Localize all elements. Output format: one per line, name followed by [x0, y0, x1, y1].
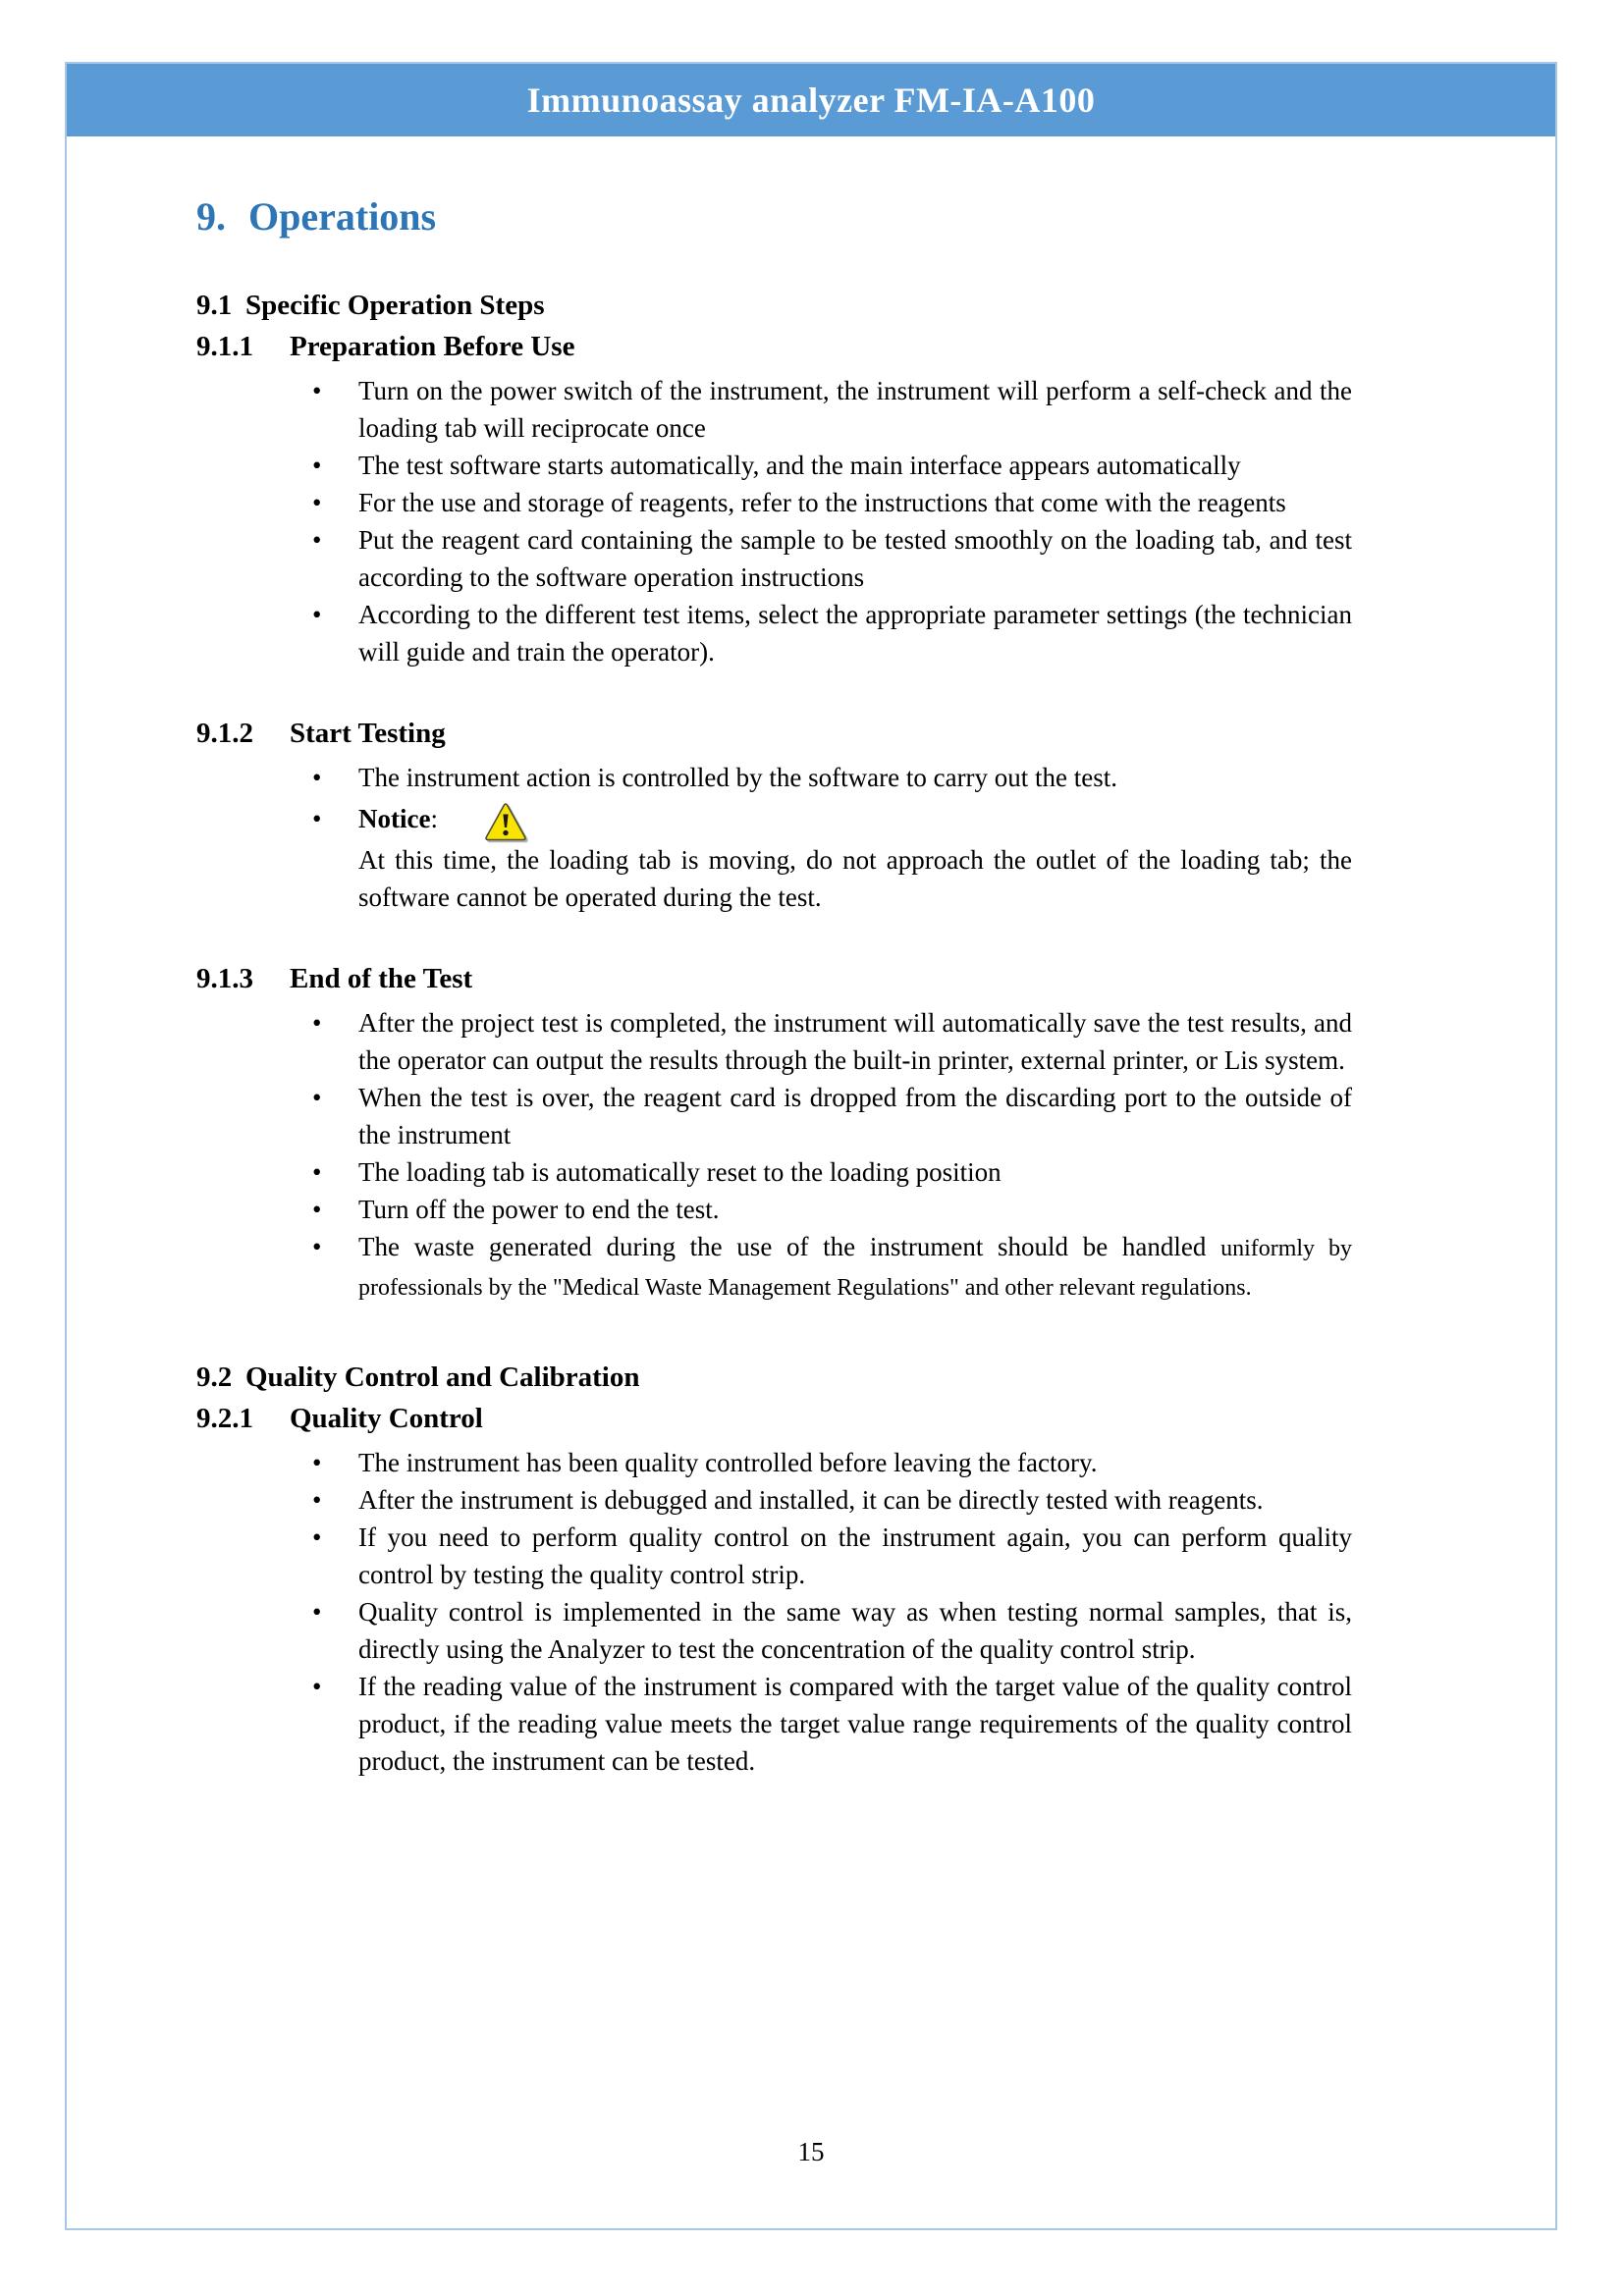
bullet-text	[358, 1153, 1352, 1191]
bullet-text	[358, 1593, 1352, 1668]
bullet-text	[358, 484, 1352, 521]
list-item	[358, 1153, 1352, 1191]
document-body	[196, 286, 1352, 1780]
document-title: Immunoassay analyzer FM-IA-A100	[526, 80, 1096, 120]
subsection-heading	[196, 1358, 1352, 1397]
bullet-text	[358, 841, 1352, 916]
heading-number: 9.2.1	[196, 1403, 253, 1434]
heading-title: Preparation Before Use	[290, 331, 575, 362]
bullet-text-main: According to the different test items, select the appropriate parameter settings (the technician will guide and train the operator).	[358, 600, 1352, 667]
document-content	[67, 193, 1555, 1780]
heading-title: Quality Control	[290, 1403, 483, 1434]
list-item	[358, 1481, 1352, 1519]
list-item	[358, 596, 1352, 670]
bullet-text-main: If the reading value of the instrument is compared with the target value of the quality control product, if the reading value meets the target value range requirements of the quality control product, the instrument can be tested.	[358, 1672, 1352, 1776]
list-item	[358, 1519, 1352, 1593]
bullet-text-main: The loading tab is automatically reset to the loading position	[358, 1157, 1001, 1187]
heading-number: 9.1.2	[196, 718, 253, 749]
bullet-text	[358, 1191, 1352, 1228]
subsection-heading	[196, 714, 1352, 753]
bullet-list	[196, 372, 1352, 670]
bullet-text	[358, 1519, 1352, 1593]
bullet-text-main: Put the reagent card containing the sample to be tested smoothly on the loading tab, and test according to the software operation instructions	[358, 525, 1352, 592]
bullet-text-main: The test software starts automatically, and the main interface appears automatically	[358, 451, 1241, 480]
list-item	[358, 1668, 1352, 1780]
page-number: 15	[797, 2137, 825, 2166]
heading-title: Quality Control and Calibration	[245, 1362, 640, 1393]
subsection-heading	[196, 1399, 1352, 1438]
bullet-text	[358, 1228, 1352, 1307]
list-item	[358, 484, 1352, 521]
notice-colon: :	[430, 804, 438, 833]
bullet-text-main: Quality control is implemented in the same way as when testing normal samples, that is, directly using the Analyzer to test the concentration of the quality control strip.	[358, 1597, 1352, 1664]
bullet-text-main: After the instrument is debugged and installed, it can be directly tested with reagents.	[358, 1485, 1264, 1515]
bullet-text-small: uniformly by professionals by the "Medical Waste Management Regulations" and other relevant regulations.	[358, 1236, 1352, 1301]
notice-label: • Notice	[358, 804, 431, 833]
heading-title: End of the Test	[290, 963, 473, 994]
heading-title: Start Testing	[290, 718, 446, 749]
bullet-text	[358, 1481, 1352, 1519]
bullet-text-main: At this time, the loading tab is moving, do not approach the outlet of the loading tab; the software cannot be operated during the test.	[358, 845, 1352, 912]
list-item	[358, 759, 1352, 796]
bullet-text-main: Turn off the power to end the test.	[358, 1195, 720, 1224]
heading-number: 9.1	[196, 290, 233, 321]
list-item	[358, 1191, 1352, 1228]
notice-row	[358, 796, 1352, 841]
bullet-text-main: If you need to perform quality control on the instrument again, you can perform quality control by testing the quality control strip.	[358, 1522, 1352, 1589]
bullet-text-main: For the use and storage of reagents, refer to the instructions that come with the reagents	[358, 488, 1286, 517]
bullet-text-main: Turn on the power switch of the instrument, the instrument will perform a self-check and the loading tab will reciprocate once	[358, 376, 1352, 443]
document-header	[67, 64, 1555, 136]
subsection-heading	[196, 959, 1352, 998]
list-item	[358, 1444, 1352, 1481]
list-item	[358, 447, 1352, 484]
bullet-text-main: The instrument action is controlled by the software to carry out the test.	[358, 763, 1118, 792]
bullet-text-main: When the test is over, the reagent card is dropped from the discarding port to the outside of the instrument	[358, 1083, 1352, 1149]
bullet-list	[196, 1004, 1352, 1307]
bullet-list	[196, 1444, 1352, 1780]
bullet-text-main: The instrument has been quality controlled before leaving the factory.	[358, 1448, 1098, 1477]
list-item	[358, 1004, 1352, 1079]
heading-number: 9.2	[196, 1362, 233, 1393]
heading-number: 9.1.1	[196, 331, 253, 362]
bullet-text	[358, 372, 1352, 447]
list-item	[358, 1228, 1352, 1307]
heading-number: 9.1.3	[196, 963, 253, 994]
bullet-text-main: The waste generated during the use of the instrument should be handled	[358, 1232, 1221, 1261]
subsection-heading	[196, 327, 1352, 366]
heading-title: Operations	[248, 194, 437, 239]
heading-number: 9.	[196, 194, 226, 239]
bullet-list	[196, 759, 1352, 916]
bullet-text	[358, 1668, 1352, 1780]
section-heading	[196, 193, 1352, 240]
bullet-text	[358, 447, 1352, 484]
document-page	[65, 62, 1557, 2230]
list-item	[358, 372, 1352, 447]
list-item	[358, 796, 1352, 916]
bullet-text	[358, 521, 1352, 596]
bullet-text	[358, 1079, 1352, 1153]
bullet-text	[358, 1444, 1352, 1481]
bullet-text	[358, 1004, 1352, 1079]
heading-title: Specific Operation Steps	[245, 290, 545, 321]
bullet-text	[358, 759, 1352, 796]
bullet-text-main: After the project test is completed, the instrument will automatically save the test results, and the operator can output the results through the built-in printer, external printer, or Lis system.	[358, 1008, 1352, 1075]
list-item	[358, 521, 1352, 596]
list-item	[358, 1593, 1352, 1668]
warning-triangle-icon	[482, 801, 527, 843]
list-item	[358, 1079, 1352, 1153]
bullet-text	[358, 596, 1352, 670]
subsection-heading	[196, 286, 1352, 325]
